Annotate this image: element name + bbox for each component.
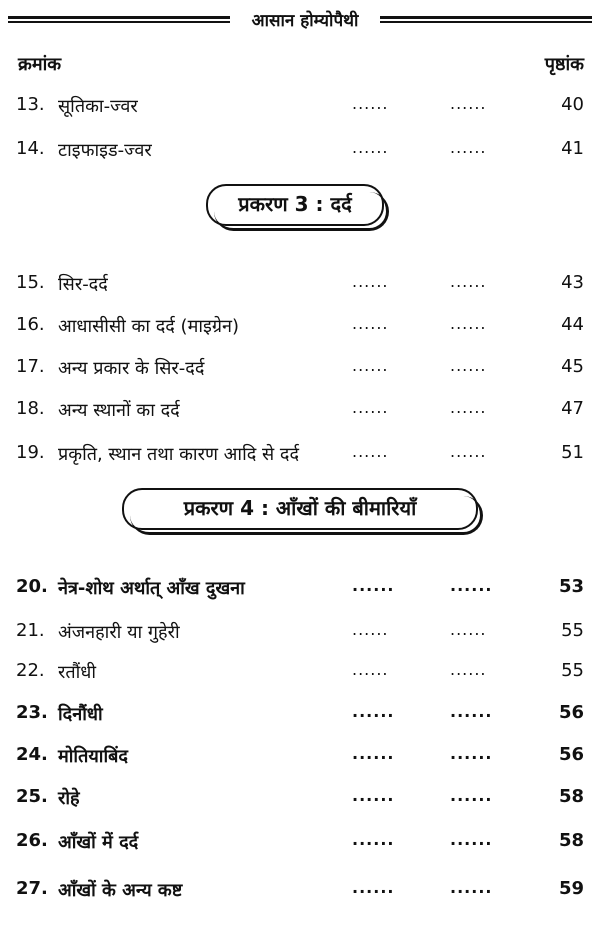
leader-dots: ...... — [352, 702, 395, 721]
leader-dots: ...... — [450, 620, 487, 639]
toc-entry — [0, 442, 600, 474]
entry-page: 56 — [558, 744, 584, 765]
toc-entry — [0, 702, 600, 734]
leader-dots: ...... — [450, 786, 493, 805]
entry-number: 26. — [16, 830, 48, 851]
leader-dots: ...... — [352, 398, 389, 417]
toc-entry — [0, 576, 600, 608]
leader-dots: ...... — [450, 398, 487, 417]
entry-page: 41 — [561, 138, 584, 159]
leader-dots: ...... — [450, 576, 493, 595]
toc-entry — [0, 878, 600, 910]
entry-number: 13. — [16, 94, 45, 115]
entry-title: सिर-दर्द — [58, 274, 108, 295]
entry-page: 59 — [558, 878, 584, 899]
toc-entry — [0, 272, 600, 304]
leader-dots: ...... — [352, 620, 389, 639]
entry-title: दिनौंधी — [58, 704, 103, 725]
entry-title: मोतियाबिंद — [58, 746, 128, 767]
entry-page: 53 — [558, 576, 584, 597]
toc-entry — [0, 660, 600, 692]
entry-title: आँखों में दर्द — [58, 832, 139, 853]
leader-dots: ...... — [450, 356, 487, 375]
entry-number: 23. — [16, 702, 48, 723]
leader-dots: ...... — [450, 314, 487, 333]
entry-page: 55 — [561, 660, 584, 681]
leader-dots: ...... — [352, 94, 389, 113]
entry-title: आँखों के अन्य कष्ट — [58, 880, 183, 901]
entry-title: आधासीसी का दर्द (माइग्रेन) — [58, 316, 240, 337]
entry-number: 14. — [16, 138, 45, 159]
leader-dots: ...... — [450, 702, 493, 721]
entry-page: 44 — [561, 314, 584, 335]
leader-dots: ...... — [450, 138, 487, 157]
leader-dots: ...... — [450, 272, 487, 291]
leader-dots: ...... — [352, 744, 395, 763]
leader-dots: ...... — [352, 356, 389, 375]
header-rule-right — [380, 16, 592, 23]
entry-page: 58 — [558, 786, 584, 807]
entry-title: प्रकृति, स्थान तथा कारण आदि से दर्द — [58, 444, 300, 465]
leader-dots: ...... — [352, 138, 389, 157]
leader-dots: ...... — [352, 576, 395, 595]
entry-number: 17. — [16, 356, 45, 377]
serial-column-heading: क्रमांक — [18, 54, 62, 75]
entry-page: 40 — [561, 94, 584, 115]
entry-title: सूतिका-ज्वर — [58, 96, 138, 117]
entry-number: 24. — [16, 744, 48, 765]
entry-number: 21. — [16, 620, 45, 641]
entry-page: 58 — [558, 830, 584, 851]
entry-title: अन्य स्थानों का दर्द — [58, 400, 180, 421]
header-rule-left — [8, 16, 230, 23]
leader-dots: ...... — [450, 830, 493, 849]
leader-dots: ...... — [450, 442, 487, 461]
leader-dots: ...... — [352, 878, 395, 897]
entry-title: नेत्र-शोथ अर्थात् आँख दुखना — [58, 578, 245, 599]
entry-page: 56 — [558, 702, 584, 723]
entry-number: 15. — [16, 272, 45, 293]
running-header — [0, 0, 600, 40]
entry-number: 22. — [16, 660, 45, 681]
page-column-heading: पृष्ठांक — [544, 54, 584, 75]
leader-dots: ...... — [352, 442, 389, 461]
entry-number: 27. — [16, 878, 48, 899]
leader-dots: ...... — [352, 272, 389, 291]
toc-entry — [0, 620, 600, 652]
entry-title: रतौंधी — [58, 662, 97, 683]
leader-dots: ...... — [352, 830, 395, 849]
toc-entry — [0, 314, 600, 346]
entry-number: 19. — [16, 442, 45, 463]
chapter-heading-4: प्रकरण 4 : आँखों की बीमारियाँ — [122, 488, 478, 530]
leader-dots: ...... — [450, 744, 493, 763]
toc-entry — [0, 744, 600, 776]
entry-title: रोहे — [58, 788, 80, 809]
toc-entry — [0, 94, 600, 126]
entry-page: 45 — [561, 356, 584, 377]
toc-entry — [0, 786, 600, 818]
leader-dots: ...... — [450, 660, 487, 679]
entry-number: 20. — [16, 576, 48, 597]
toc-entry — [0, 138, 600, 170]
entry-number: 18. — [16, 398, 45, 419]
leader-dots: ...... — [352, 314, 389, 333]
leader-dots: ...... — [450, 878, 493, 897]
entry-title: टाइफाइड-ज्वर — [58, 140, 152, 161]
leader-dots: ...... — [352, 660, 389, 679]
entry-page: 51 — [561, 442, 584, 463]
toc-entry — [0, 398, 600, 430]
chapter-heading-3: प्रकरण 3 : दर्द — [206, 184, 384, 226]
entry-number: 25. — [16, 786, 48, 807]
entry-title: अंजनहारी या गुहेरी — [58, 622, 180, 643]
entry-page: 55 — [561, 620, 584, 641]
toc-entry — [0, 356, 600, 388]
leader-dots: ...... — [352, 786, 395, 805]
leader-dots: ...... — [450, 94, 487, 113]
entry-number: 16. — [16, 314, 45, 335]
entry-page: 43 — [561, 272, 584, 293]
book-title: आसान होम्योपैथी — [251, 11, 359, 31]
toc-entry — [0, 830, 600, 862]
entry-page: 47 — [561, 398, 584, 419]
entry-title: अन्य प्रकार के सिर-दर्द — [58, 358, 205, 379]
